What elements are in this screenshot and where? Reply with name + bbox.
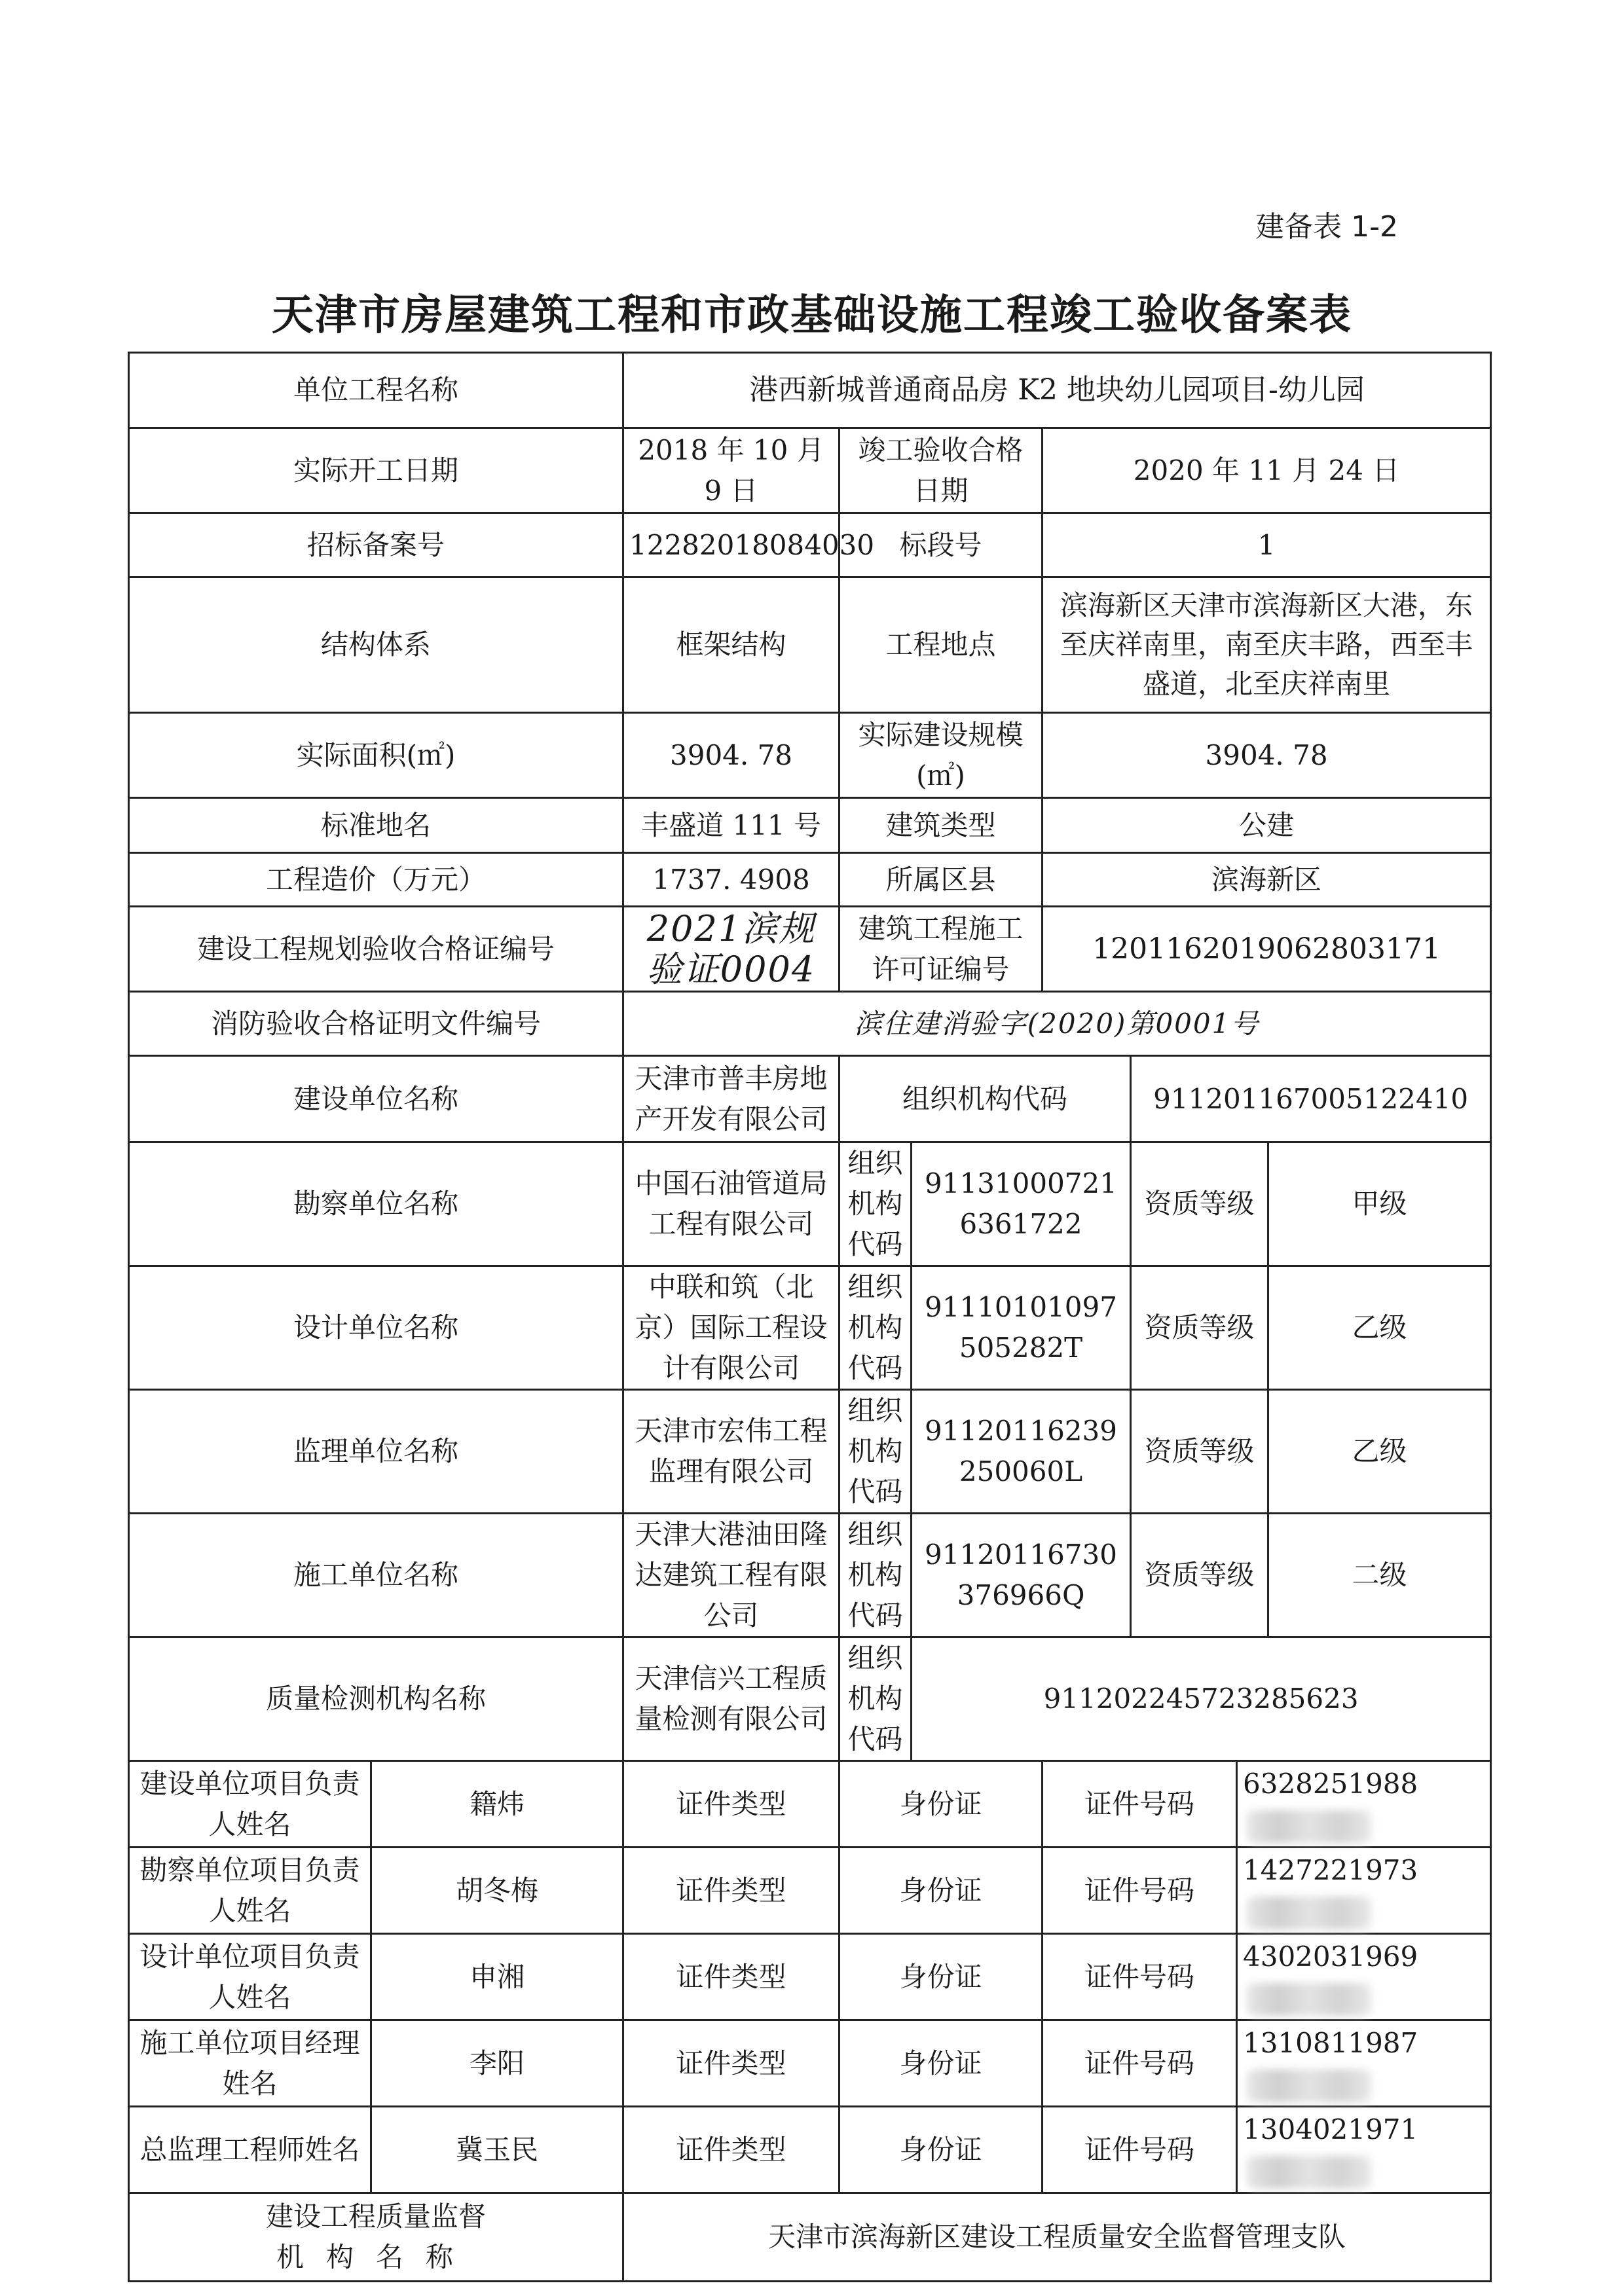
- unit-org-code: 911201167005122410: [1131, 1056, 1491, 1142]
- person-cert-type: 身份证: [840, 2020, 1043, 2107]
- person-name: 申湘: [371, 1934, 623, 2020]
- permit-label: 建筑工程施工许可证编号: [840, 907, 1043, 992]
- structure-label: 结构体系: [129, 577, 623, 713]
- row-dates: [129, 428, 1491, 513]
- person-name: 李阳: [371, 2020, 623, 2107]
- planning-cert-label: 建设工程规划验收合格证编号: [129, 907, 623, 992]
- row-fire-cert: [129, 992, 1491, 1056]
- unit-label: 质量检测机构名称: [129, 1637, 623, 1761]
- row-area: [129, 713, 1491, 798]
- person-role: 总监理工程师姓名: [129, 2107, 371, 2193]
- supervision-label-line2: 机构名称: [276, 2241, 476, 2273]
- cert-number-label: 证件号码: [1043, 2107, 1237, 2193]
- unit-name: 天津市宏伟工程监理有限公司: [623, 1390, 840, 1514]
- form-code: 建备表 1-2: [1255, 210, 1398, 244]
- row-unit-design: [129, 1266, 1491, 1390]
- row-person-design: [129, 1934, 1491, 2020]
- cert-number-label: 证件号码: [1043, 2020, 1237, 2107]
- cert-type-label: 证件类型: [623, 1934, 840, 2020]
- row-unit-construction: [129, 1056, 1491, 1142]
- address-label: 标准地名: [129, 798, 623, 853]
- person-name: 冀玉民: [371, 2107, 623, 2193]
- supervision-label-line1: 建设工程质量监督: [266, 2200, 487, 2232]
- row-supervision-agency: [129, 2193, 1491, 2282]
- district-value: 滨海新区: [1043, 853, 1491, 907]
- cert-type-label: 证件类型: [623, 2107, 840, 2193]
- page-title: 天津市房屋建筑工程和市政基础设施工程竣工验收备案表: [272, 291, 1352, 340]
- unit-org-code: 91120116239250060L: [912, 1390, 1131, 1514]
- project-name-label: 单位工程名称: [129, 353, 623, 428]
- unit-name: 中联和筑（北京）国际工程设计有限公司: [623, 1266, 840, 1390]
- unit-org-code: 911202245723285623: [912, 1637, 1491, 1761]
- row-person-survey: [129, 1848, 1491, 1934]
- building-type-label: 建筑类型: [840, 798, 1043, 853]
- accept-date-label: 竣工验收合格日期: [840, 428, 1043, 513]
- unit-label: 监理单位名称: [129, 1390, 623, 1514]
- cost-value: 1737. 4908: [623, 853, 840, 907]
- person-cert-type: 身份证: [840, 1848, 1043, 1934]
- row-bid: [129, 513, 1491, 577]
- person-cert-number: 6328251988: [1237, 1761, 1491, 1848]
- person-role: 勘察单位项目负责人姓名: [129, 1848, 371, 1934]
- cost-label: 工程造价（万元）: [129, 853, 623, 907]
- org-code-label: 组织机构代码: [840, 1514, 912, 1637]
- person-cert-number: 1304021971: [1237, 2107, 1491, 2193]
- start-date-value: 2018 年 10 月 9 日: [623, 428, 840, 513]
- person-cert-type: 身份证: [840, 1761, 1043, 1848]
- row-person-contractor: [129, 2020, 1491, 2107]
- cert-type-label: 证件类型: [623, 1848, 840, 1934]
- structure-value: 框架结构: [623, 577, 840, 713]
- person-role: 建设单位项目负责人姓名: [129, 1761, 371, 1848]
- unit-org-code: 91120116730376966Q: [912, 1514, 1131, 1637]
- unit-name: 天津信兴工程质量检测有限公司: [623, 1637, 840, 1761]
- org-code-label: 组织机构代码: [840, 1142, 912, 1266]
- unit-label: 施工单位名称: [129, 1514, 623, 1637]
- fire-cert-label: 消防验收合格证明文件编号: [129, 992, 623, 1056]
- person-cert-type: 身份证: [840, 1934, 1043, 2020]
- row-structure: [129, 577, 1491, 713]
- cert-number-label: 证件号码: [1043, 1848, 1237, 1934]
- org-code-label: 组织机构代码: [840, 1056, 1131, 1142]
- row-person-construction: [129, 1761, 1491, 1848]
- unit-label: 建设单位名称: [129, 1056, 623, 1142]
- row-project-name: [129, 353, 1491, 428]
- section-value: 1: [1043, 513, 1491, 577]
- cert-number-label: 证件号码: [1043, 1934, 1237, 2020]
- planning-cert-handwritten: 2021滨规验证0004: [623, 907, 840, 992]
- bid-no-value: 12282018084030: [623, 513, 840, 577]
- redaction-blur: [1247, 1897, 1371, 1929]
- bid-no-label: 招标备案号: [129, 513, 623, 577]
- scale-value: 3904. 78: [1043, 713, 1491, 798]
- person-role: 施工单位项目经理姓名: [129, 2020, 371, 2107]
- area-label: 实际面积(㎡): [129, 713, 623, 798]
- scale-label: 实际建设规模(㎡): [840, 713, 1043, 798]
- redaction-blur: [1247, 2069, 1371, 2102]
- qual-level-label: 资质等级: [1131, 1514, 1268, 1637]
- row-unit-contractor: [129, 1514, 1491, 1637]
- supervision-value: 天津市滨海新区建设工程质量安全监督管理支队: [623, 2193, 1491, 2282]
- unit-name: 天津市普丰房地产开发有限公司: [623, 1056, 840, 1142]
- redaction-blur: [1247, 2156, 1371, 2189]
- address-value: 丰盛道 111 号: [623, 798, 840, 853]
- redaction-blur: [1247, 1810, 1371, 1843]
- building-type-value: 公建: [1043, 798, 1491, 853]
- section-label: 标段号: [840, 513, 1043, 577]
- org-code-label: 组织机构代码: [840, 1266, 912, 1390]
- cert-type-label: 证件类型: [623, 1761, 840, 1848]
- redaction-blur: [1247, 1983, 1371, 2016]
- cert-number-label: 证件号码: [1043, 1761, 1237, 1848]
- start-date-label: 实际开工日期: [129, 428, 623, 513]
- row-unit-survey: [129, 1142, 1491, 1266]
- unit-qual-level: 乙级: [1268, 1390, 1491, 1514]
- unit-qual-level: 二级: [1268, 1514, 1491, 1637]
- district-label: 所属区县: [840, 853, 1043, 907]
- unit-label: 勘察单位名称: [129, 1142, 623, 1266]
- person-cert-type: 身份证: [840, 2107, 1043, 2193]
- person-cert-number: 4302031969: [1237, 1934, 1491, 2020]
- person-role: 设计单位项目负责人姓名: [129, 1934, 371, 2020]
- accept-date-value: 2020 年 11 月 24 日: [1043, 428, 1491, 513]
- org-code-label: 组织机构代码: [840, 1390, 912, 1514]
- unit-name: 天津大港油田隆达建筑工程有限公司: [623, 1514, 840, 1637]
- row-unit-testing: [129, 1637, 1491, 1761]
- unit-qual-level: 乙级: [1268, 1266, 1491, 1390]
- person-name: 籍炜: [371, 1761, 623, 1848]
- row-address: [129, 798, 1491, 853]
- supervision-label: [129, 2193, 623, 2282]
- location-label: 工程地点: [840, 577, 1043, 713]
- row-person-chief-supervisor: [129, 2107, 1491, 2193]
- person-cert-number: 1310811987: [1237, 2020, 1491, 2107]
- unit-qual-level: 甲级: [1268, 1142, 1491, 1266]
- permit-value: 1201162019062803171: [1043, 907, 1491, 992]
- org-code-label: 组织机构代码: [840, 1637, 912, 1761]
- location-value: 滨海新区天津市滨海新区大港，东至庆祥南里，南至庆丰路，西至丰盛道，北至庆祥南里: [1043, 577, 1491, 713]
- unit-label: 设计单位名称: [129, 1266, 623, 1390]
- cert-type-label: 证件类型: [623, 2020, 840, 2107]
- row-cost: [129, 853, 1491, 907]
- person-cert-number: 1427221973: [1237, 1848, 1491, 1934]
- person-name: 胡冬梅: [371, 1848, 623, 1934]
- filing-form-table: [128, 352, 1492, 2282]
- row-planning-cert: [129, 907, 1491, 992]
- project-name-value: 港西新城普通商品房 K2 地块幼儿园项目-幼儿园: [623, 353, 1491, 428]
- qual-level-label: 资质等级: [1131, 1266, 1268, 1390]
- area-value: 3904. 78: [623, 713, 840, 798]
- unit-org-code: 911310007216361722: [912, 1142, 1131, 1266]
- qual-level-label: 资质等级: [1131, 1390, 1268, 1514]
- qual-level-label: 资质等级: [1131, 1142, 1268, 1266]
- unit-name: 中国石油管道局工程有限公司: [623, 1142, 840, 1266]
- fire-cert-handwritten: 滨住建消验字(2020)第0001号: [623, 992, 1491, 1056]
- unit-org-code: 91110101097505282T: [912, 1266, 1131, 1390]
- row-unit-supervision: [129, 1390, 1491, 1514]
